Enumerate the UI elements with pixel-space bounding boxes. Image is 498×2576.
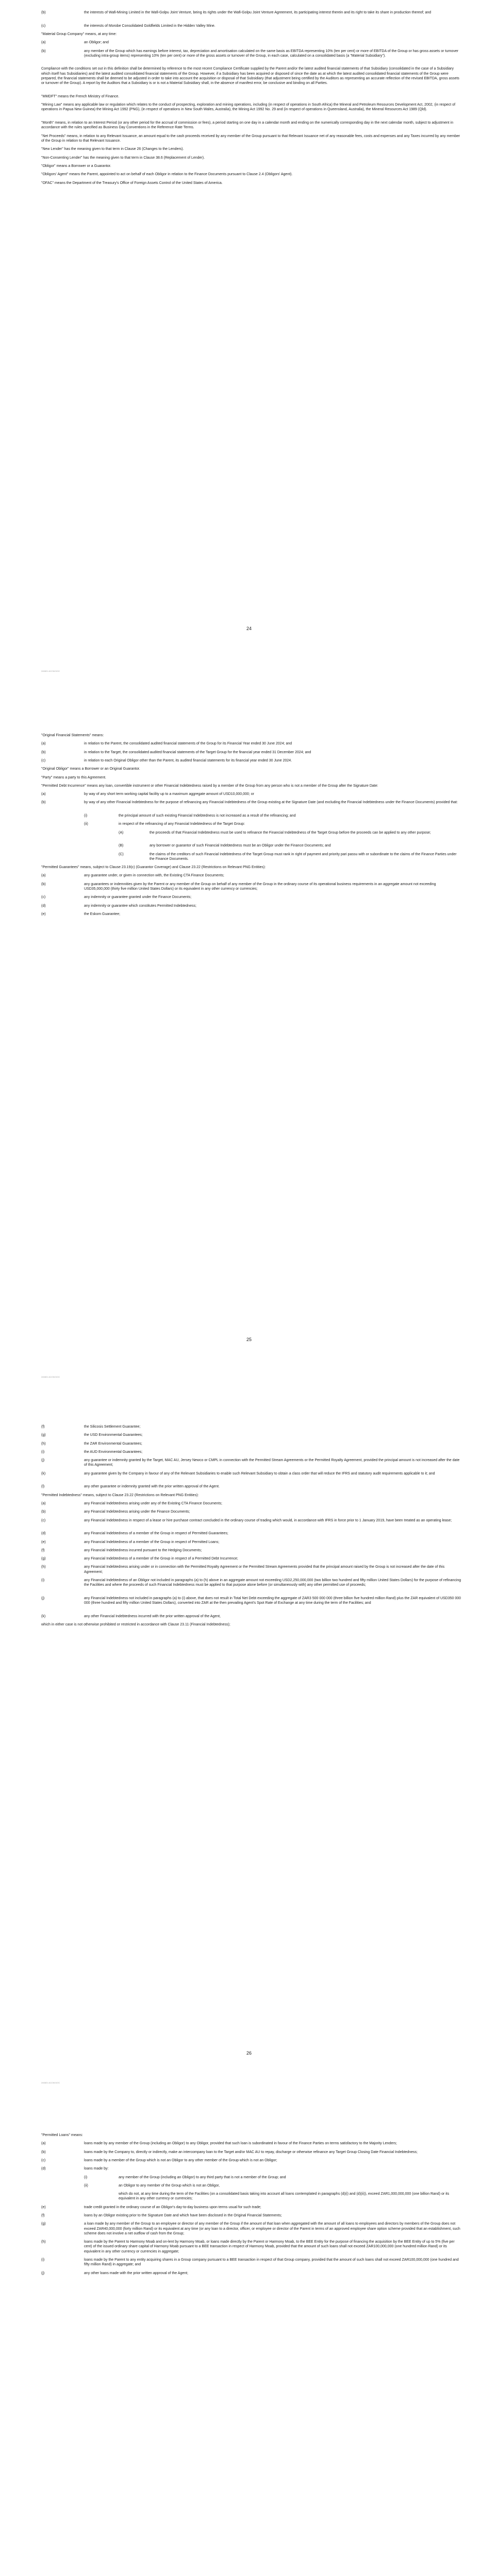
clause-text: any Financial Indebtedness of a member of the Group in respect of a Permitted Debt Incurrence;: [84, 1557, 238, 1561]
clause-label: (i): [41, 1579, 45, 1582]
clause-label: (h): [41, 1565, 46, 1569]
paragraph-text: "Permitted Debt Incurrence" means any loan, convertible instrument or other Financial Indebtedness raised by a member of the Group from any person who is not a member of the Group after the Signature Date:: [41, 784, 378, 788]
page-number: 26: [246, 2050, 252, 2056]
clause-text: loans by an Obligor existing prior to the Signature Date and which have been disclosed in the Original Financial Statements;: [84, 2214, 282, 2217]
clause-label: (b): [41, 750, 46, 754]
paragraph-text: "MMDFT" means the French Ministry of Finance.: [41, 94, 120, 98]
clause-label: (b): [41, 11, 46, 14]
clause-label: (b): [41, 1510, 46, 1514]
clause-text: any guarantee given by the Company in favour of any of the Relevant Subsidiaries to enable such Relevant Subsidiary to obtain a class order that will reduce the IFRS and statutory audit requirements applicable to it; and: [84, 1471, 435, 1476]
clause-text: the principal amount of such existing Financial Indebtedness is not increased as a result of the refinancing; and: [119, 814, 296, 818]
clause-text: loans made by any member of the Group (including an Obligor) to any Obligor, provided that such loan is subordinated in favour of the Finance Parties on terms satisfactory to the Majority Lenders;: [84, 2142, 397, 2146]
clause-label: (c): [41, 2158, 46, 2162]
clause-label: (g): [41, 2222, 46, 2226]
clause-text: any Financial Indebtedness incurred pursuant to the Hedging Documents;: [84, 1548, 202, 1552]
clause-text: in respect of the refinancing of any Financial Indebtedness of the Target Group:: [119, 822, 245, 826]
clause-text: the AUD Environmental Guarantees;: [84, 1450, 143, 1454]
clause-label: (j): [41, 2271, 45, 2275]
clause-text: any Financial Indebtedness arising under the Finance Documents;: [84, 1510, 190, 1514]
clause-text: any Financial Indebtedness not included in paragraphs (a) to (i) above, that does not result in Total Net Debt exceeding the aggregate of ZAR3 500 000 000 (three billion five hundred million Rand) plus the ZAR equivalent of USD350 000 000 (three hundred and fifty million United States Dollars), converted into ZAR at the then prevailing Agent's Spot Rate of Exchange at any time during the term of the Facilities; and: [84, 1596, 461, 1605]
clause-text: the interests of Wafi-Mining Limited in the Wafi-Golpu Joint Venture, being its rights under the Wafi-Golpu Joint Venture Agreement, its participating interest therein and its right to take its share in production thereof; and: [84, 11, 431, 14]
clause-text: loans made by the Parent to any entity acquiring shares in a Group company pursuant to a BEE transaction in respect of that Group company, provided that the amount of such loans shall not exceed ZAR100,000,000 (one hundred and fifty million Rand) in aggregate; and: [84, 2258, 459, 2267]
clause-text: the Silicosis Settlement Guarantee;: [84, 1425, 141, 1429]
clause-label: (d): [41, 2167, 46, 2171]
clause-label: (f): [41, 2214, 45, 2217]
clause-text: any other guarantee or indemnity granted with the prior written approval of the Agent.: [84, 1485, 220, 1489]
clause-label: (b): [41, 2150, 46, 2154]
paragraph-text: "Non-Consenting Lender" has the meaning given to that term in Clause 38.6 (Replacement of Lender).: [41, 156, 205, 160]
clause-text: the Eskom Guarantee;: [84, 912, 121, 916]
document-page-25: [0, 703, 498, 1406]
clause-label: (e): [41, 912, 46, 916]
clause-text: the ZAR Environmental Guarantees;: [84, 1442, 142, 1446]
clause-label: (A): [119, 831, 124, 835]
clause-text: any guarantee under, or given in connection with, the Existing CTA Finance Documents;: [84, 874, 224, 878]
clause-label: (C): [119, 852, 124, 856]
clause-text: any indemnity or guarantee granted under the Finance Documents;: [84, 895, 192, 900]
clause-label: (h): [41, 1442, 46, 1446]
clause-text: any Financial Indebtedness arising under any of the Existing CTA Finance Documents;: [84, 1502, 222, 1505]
clause-text: any borrower or guarantor of such Financial Indebtedness must be an Obligor under the Finance Documents; and: [150, 844, 331, 848]
clause-text: any member of the Group (including an Obligor) to any third party that is not a member of the Group; and: [119, 2175, 286, 2179]
clause-text: an Obligor; and: [84, 41, 109, 45]
clause-label: (ii): [84, 2183, 88, 2188]
paragraph-text: "Party" means a party to this Agreement.: [41, 775, 106, 779]
paragraph-text: "Permitted Indebtedness" means, subject to Clause 23.22 (Restrictions on Relevant PNG Entities):: [41, 1493, 199, 1497]
clause-label: (i): [41, 2258, 45, 2262]
paragraph-text: "Permitted Guarantees" means, subject to Clause 23.19(c) (Guarantor Coverage) and Clause 23.22 (Restrictions on Relevant PNG Entities):: [41, 866, 266, 870]
clause-label: (c): [41, 1518, 46, 1522]
clause-text: loans made by a member of the Group which is not an Obligor to any other member of the Group which is not an Obligor;: [84, 2158, 277, 2162]
clause-label: (g): [41, 1433, 46, 1437]
clause-label: (c): [41, 758, 46, 762]
clause-text: in relation to each Original Obligor other than the Parent, its audited financial statements for its financial year ended 30 June 2024.: [84, 758, 292, 762]
clause-label: (b): [41, 882, 46, 886]
paragraph-text: "Original Obligor" means a Borrower or an Original Guarantor.: [41, 767, 140, 771]
clause-label: (a): [41, 2142, 46, 2146]
clause-label: (k): [41, 1471, 46, 1476]
clause-text: any other loans made with the prior written approval of the Agent;: [84, 2271, 188, 2275]
clause-text: loans made by the Company to, directly or indirectly, make an intercompany loan to the Target and/or MAC AU to repay, discharge or otherwise refinance any Target Group Closing Date Financial Indebtedness;: [84, 2150, 418, 2154]
document-page-27: [0, 2110, 498, 2576]
clause-label: (l): [41, 1485, 45, 1489]
clause-text: any member of the Group which has earnings before interest, tax, depreciation and amortisation calculated on the same basis as EBITDA representing 10% (ten per cent) or more of EBITDA of the Group or has gross assets or turnover (excluding intra-group items) representing 10% (ten per cent) or more of the gross assets or turnover of the Group, in each case, calculated on a consolidated basis (a "Material Subsidiary").: [84, 49, 459, 58]
clause-label: (j): [41, 1459, 45, 1463]
clause-label: (a): [41, 41, 46, 45]
clause-text: any Financial Indebtedness arising under or in connection with the Permitted Royalty Agreement or the Permitted Stream Agreements provided that the principal amount raised by the Group is not increased after the date of this Agreement;: [84, 1565, 445, 1574]
clause-label: (a): [41, 742, 46, 746]
page-number: 24: [246, 626, 252, 631]
clause-text: loans made by:: [84, 2167, 109, 2171]
clause-label: (f): [41, 1425, 45, 1429]
clause-label: (d): [41, 1532, 46, 1536]
clause-text: any Financial Indebtedness of a member of the Group in respect of Permitted Guarantees;: [84, 1532, 228, 1536]
paragraph-text: Compliance with the conditions set out in this definition shall be determined by reference to the most recent Compliance Certificate supplied by the Parent and/or the latest audited financial statements of that Subsidiary (consolidated in the case of a Subsidiary which itself has Subsidiaries) and the latest audited consolidated financial statements of the Group. However, if a Subsidiary has been acquired or disposed of since the date as at which the latest audited consolidated financial statements of the Group were prepared, the financial statements shall be deemed to be adjusted in order to take into account the acquisition or disposal of that Subsidiary (that adjustment being certified by the Auditors as representing an accurate reflection of the revised EBITDA, gross assets or turnover of the Group). A report by the Auditors that a Subsidiary is or is not a Material Subsidiary shall, in the absence of manifest error, be conclusive and binding on all Parties.: [41, 67, 459, 86]
clause-text: any guarantees or indemnities given by the Parent or any member of the Group on behalf of any member of the Group in the ordinary course of its operational business requirements in an aggregate amount not exceeding USD35,000,000 (thirty five million United States Dollars) or its equivalent in any other currency or currencies;: [84, 882, 436, 891]
clause-text: any Financial Indebtedness of a member of the Group in respect of Permitted Loans;: [84, 1540, 220, 1544]
clause-text: in relation to the Target, the consolidated audited financial statements of the Target Group for the financial year ended 31 December 2024; and: [84, 750, 311, 754]
clause-label: (a): [41, 874, 46, 878]
paragraph-text: "Material Group Company" means, at any time:: [41, 32, 117, 36]
clause-text: in relation to the Parent, the consolidated audited financial statements of the Group for its Financial Year ended 30 June 2024; and: [84, 742, 292, 746]
paragraph-text: "Mining Law" means any applicable law or regulation which relates to the conduct of prospecting, exploration and mining operations, including (in respect of operations in South Africa) the Mineral and Petroleum Resources Development Act, 2002, (in respect of operations in Papua New Guinea) the Mining Act 1992 (PNG), (in respect of operations in New South Wales, Australia), the Mining Act 1992 No. 29 and (in respect of operations in Queensland, Australia), the Mineral Resources Act 1989 (Qld).: [41, 103, 456, 112]
document-reference: 240821 ACCW.DOC: [41, 2081, 60, 2084]
clause-text: any indemnity or guarantee which constitutes Permitted Indebtedness;: [84, 904, 196, 908]
paragraph-text: "OFAC" means the Department of the Treasury's Office of Foreign Assets Control of the United States of America.: [41, 181, 223, 185]
clause-label: (b): [41, 801, 46, 805]
page-number: 25: [246, 1337, 252, 1342]
clause-text: any Financial Indebtedness of an Obligor not included in paragraphs (a) to (h) above in an aggregate amount not exceeding USD2,250,000,000 (two billion two hundred and fifty million United States Dollars) for the purpose of refinancing the Facilities and where the proceeds of such Financial Indebtedness must be applied to that purpose alone before (or simultaneously with) any other permitted use of proceeds;: [84, 1579, 461, 1587]
clause-text: the USD Environmental Guarantees;: [84, 1433, 143, 1437]
clause-label: (e): [41, 1540, 46, 1544]
clause-text: any Financial Indebtedness in respect of a lease or hire purchase contract concluded in the ordinary course of trading which would, in accordance with IFRS in force prior to 1 January 2019, have been treated as an operating lease;: [84, 1518, 452, 1522]
clause-text: loans made by the Parent to Harmony Moab and on-lent by Harmony Moab, or loans made directly by the Parent or Harmony Moab, to the BEE Entity for the purpose of financing the acquisition by the BEE Entity of up to 5% (five per cent) of the issued ordinary share capital of Harmony Moab pursuant to a BEE transaction in respect of Harmony Moab, provided that the amount of such loans shall not exceed ZAR100,000,000 (one hundred million Rand) or its equivalent in any other currency or currencies in aggregate;: [84, 2240, 455, 2253]
clause-text: by way of any other Financial Indebtedness for the purpose of refinancing any Financial Indebtedness of the Group existing at the Signature Date (and excluding the Financial Indebtedness under the Finance Documents) provided that:: [84, 801, 458, 805]
clause-label: (ii): [84, 822, 88, 826]
clause-text: any guarantee or indemnity granted by the Target, MAC AU, Jersey Newco or CMPL in connection with the Permitted Stream Agreements or the Permitted Royalty Agreement, provided the principal amount is not increased after the date of this Agreement;: [84, 1459, 460, 1467]
document-page-24: [0, 0, 498, 703]
clause-label: (j): [41, 1596, 45, 1600]
clause-text: the proceeds of that Financial Indebtedness must be used to refinance the Financial Indebtedness of the Target Group before the proceeds can be applied to any other purpose;: [150, 831, 431, 835]
clause-label: (b): [41, 49, 46, 53]
clause-label: (c): [41, 895, 46, 900]
clause-label: (g): [41, 1557, 46, 1561]
clause-text: an Obligor to any member of the Group which is not an Obligor,: [119, 2183, 220, 2188]
document-reference: 240821 ACCW.DOC: [41, 1376, 60, 1378]
paragraph-text: "Permitted Loans" means:: [41, 2133, 83, 2137]
clause-text: by way of any short term working capital facility up to a maximum aggregate amount of USD10,000,000; or: [84, 792, 254, 796]
clause-label: (h): [41, 2240, 46, 2244]
clause-label: (i): [84, 2175, 88, 2179]
clause-text: a loan made by any member of the Group to an employee or director of any member of the Group if the amount of that loan when aggregated with the amount of all loans to employees and directors by members of the Group does not exceed ZAR40,000,000 (forty million Rand) or its equivalent at any time (or any loan to a director, officer, or employee or director of the Parent in terms of an approved employee share option scheme provided that an establishment, such scheme does not involve a net outflow of cash from the Group;: [84, 2222, 460, 2235]
clause-label: (f): [41, 1548, 45, 1552]
paragraph-text: "Net Proceeds" means, in relation to any Relevant Issuance, an amount equal to the cash proceeds received by any member of the Group pursuant to that Relevant Issuance net of any reasonable fees, costs and expenses and any Taxes incurred by any member of the Group in relation to that Relevant Issuance.: [41, 134, 460, 143]
paragraph-text: "Obligor" means a Borrower or a Guarantor.: [41, 164, 111, 168]
clause-label: (c): [41, 24, 46, 28]
clause-text: the claims of the creditors of such Financial Indebtedness of the Target Group must rank in right of payment and priority pari passu with or subordinate to the claims of the Finance Parties under the Finance Documents.: [150, 852, 457, 861]
clause-text: any other Financial Indebtedness incurred with the prior written approval of the Agent,: [84, 1614, 221, 1618]
document-reference: 240821 ACCW.DOC: [41, 670, 60, 672]
paragraph-text: which do not, at any time during the term of the Facilities (on a consolidated basis taking into account all loans contemplated in paragraphs (d)(i) and (d)(ii)), exceed ZAR1,000,000,000 (one billion Rand) or its equivalent in any other currency or currencies;: [119, 2192, 450, 2201]
clause-label: (e): [41, 2205, 46, 2209]
clause-label: (d): [41, 904, 46, 908]
clause-label: (B): [119, 844, 124, 848]
paragraph-text: "Obligors' Agent" means the Parent, appointed to act on behalf of each Obligor in relation to the Finance Documents pursuant to Clause 2.4 (Obligors' Agent).: [41, 173, 293, 177]
clause-label: (k): [41, 1614, 46, 1618]
document-page-26: [0, 1406, 498, 2110]
paragraph-text: "Original Financial Statements" means:: [41, 734, 104, 737]
clause-label: (i): [41, 1450, 45, 1454]
paragraph-text: "New Lender" has the meaning given to that term in Clause 26 (Changes to the Lenders).: [41, 147, 184, 151]
clause-label: (a): [41, 792, 46, 796]
clause-label: (a): [41, 1502, 46, 1505]
paragraph-text: "Month" means, in relation to an Interest Period (or any other period for the accrual of commission or fees), a period starting on one day in a calendar month and ending on the numerically corresponding day in the next calendar month, subject to adjustment in accordance with the rules specified as Business Day Conventions in the Reference Rate Terms.: [41, 121, 454, 130]
clause-label: (i): [84, 814, 88, 818]
clause-text: the interests of Morobe Consolidated Goldfields Limited in the Hidden Valley Mine.: [84, 24, 215, 28]
clause-text: trade credit granted in the ordinary course of an Obligor's day-to-day business upon terms usual for such trade;: [84, 2205, 261, 2209]
paragraph-text: which in either case is not otherwise prohibited or restricted in accordance with Clause 23.11 (Financial Indebtedness);: [41, 1623, 230, 1627]
